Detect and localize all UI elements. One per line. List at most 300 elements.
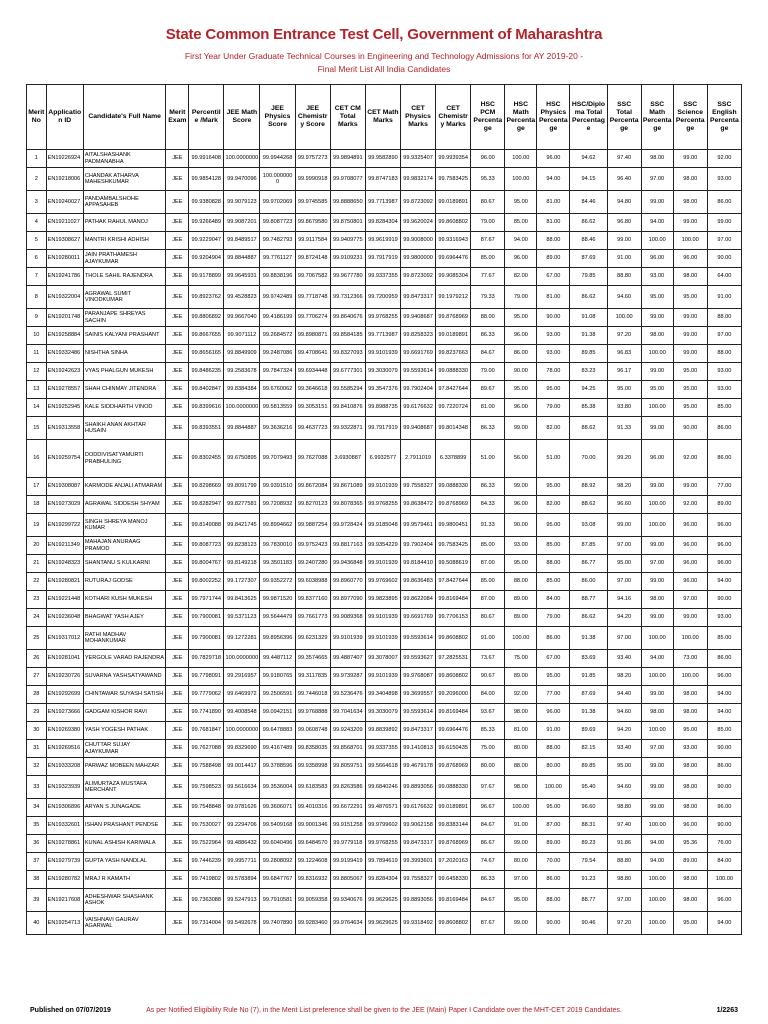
table-cell: 99.00 <box>641 776 673 799</box>
table-cell: 90.00 <box>707 776 741 799</box>
table-row <box>27 514 742 537</box>
table-cell: 95.00 <box>537 514 570 537</box>
table-cell: 95.00 <box>607 381 641 399</box>
application-id: EN19258884 <box>46 327 83 345</box>
table-cell: 89.00 <box>505 668 537 686</box>
table-cell: JEE <box>166 191 189 214</box>
table-cell: 99.7718748 <box>295 286 330 309</box>
table-cell: 92.00 <box>673 440 707 478</box>
table-cell: 99.7208932 <box>260 496 295 514</box>
table-cell: 39 <box>27 889 47 912</box>
table-cell: 99.0189891 <box>436 191 471 214</box>
table-cell: 99.8078365 <box>330 496 365 514</box>
application-id: EN19322004 <box>46 286 83 309</box>
table-cell: JEE <box>166 776 189 799</box>
table-cell: 88.62 <box>570 496 607 514</box>
table-cell: 95.00 <box>673 286 707 309</box>
candidate-name: SHAH CHINMAY JITENDRA <box>83 381 166 399</box>
table-cell: 90.00 <box>537 309 570 327</box>
table-cell: 99.6458330 <box>436 871 471 889</box>
table-cell: 79.85 <box>570 268 607 286</box>
table-cell: 99.00 <box>607 514 641 537</box>
table-cell: 84.46 <box>570 191 607 214</box>
table-cell: 20 <box>27 537 47 555</box>
table-cell: 99.9620024 <box>400 214 435 232</box>
table-cell: 99.8402847 <box>189 381 224 399</box>
table-cell: 85.33 <box>471 722 505 740</box>
table-cell: 99.9757273 <box>295 150 330 168</box>
table-cell: 99.9871520 <box>260 591 295 609</box>
table-cell: 89.00 <box>505 591 537 609</box>
table-cell: 99.8473317 <box>400 835 435 853</box>
table-cell: 97.00 <box>641 168 673 191</box>
table-cell: 82.00 <box>505 268 537 286</box>
table-cell: 99.8888650 <box>330 191 365 214</box>
table-cell: 86.00 <box>537 627 570 650</box>
table-cell: 88.77 <box>570 889 607 912</box>
table-cell: 99.9764634 <box>330 912 365 935</box>
table-cell: 100.00 <box>505 627 537 650</box>
table-cell: 99.8956396 <box>260 627 295 650</box>
table-cell: 93.00 <box>707 363 741 381</box>
table-cell: 97.00 <box>707 232 741 250</box>
table-cell: 88.62 <box>570 417 607 440</box>
table-cell: 94.40 <box>607 686 641 704</box>
table-cell: 85.00 <box>707 399 741 417</box>
table-cell: 64.00 <box>707 268 741 286</box>
table-cell: 94.62 <box>570 150 607 168</box>
table-cell: 100.00 <box>641 232 673 250</box>
table-cell: 99.6964476 <box>436 722 471 740</box>
table-cell: 36 <box>27 835 47 853</box>
table-cell: 100.00 <box>673 627 707 650</box>
table-cell: 94.16 <box>607 591 641 609</box>
table-cell: 98.00 <box>673 268 707 286</box>
table-cell: 96.00 <box>673 555 707 573</box>
table-cell: 99.8608802 <box>436 214 471 232</box>
table-cell: 98.00 <box>673 799 707 817</box>
column-header: JEE Math Score <box>224 85 260 150</box>
table-cell: 99.2294706 <box>224 817 260 835</box>
table-cell: 99.6176632 <box>400 799 435 817</box>
candidate-name: PATHAK RAHUL MANOJ <box>83 214 166 232</box>
table-row <box>27 555 742 573</box>
candidate-name: YERGOLE VARAD RAJENDRA <box>83 650 166 668</box>
candidate-name: MAHAJAN ANURAAG PRAMOD <box>83 537 166 555</box>
table-cell: 94.00 <box>537 168 570 191</box>
table-cell: 99.8004767 <box>189 555 224 573</box>
table-cell: 77.00 <box>537 686 570 704</box>
table-cell: 97.00 <box>607 537 641 555</box>
table-cell: 95.00 <box>505 889 537 912</box>
table-cell: 88.00 <box>537 555 570 573</box>
table-cell: 99.8849909 <box>224 345 260 363</box>
table-cell: 98.80 <box>607 799 641 817</box>
table-cell: 100.00 <box>537 776 570 799</box>
table-row <box>27 478 742 496</box>
table-cell: 100.00 <box>641 496 673 514</box>
table-cell: 99.8608802 <box>436 912 471 935</box>
table-cell: 91.23 <box>570 871 607 889</box>
candidate-name: MRAJ R KAMATH <box>83 871 166 889</box>
candidate-name: AGRAWAL SIDDESH SHYAM <box>83 496 166 514</box>
table-row <box>27 871 742 889</box>
table-cell: JEE <box>166 704 189 722</box>
table-cell: 99.8608802 <box>436 627 471 650</box>
table-cell: 99.4679178 <box>400 758 435 776</box>
application-id: EN19317012 <box>46 627 83 650</box>
table-cell: 73.67 <box>471 650 505 668</box>
table-cell: 99.8169484 <box>436 889 471 912</box>
application-id: EN19332486 <box>46 345 83 363</box>
candidate-name: PARWAZ MOBEEN MAHZAR <box>83 758 166 776</box>
table-cell: 84.67 <box>471 345 505 363</box>
table-cell: JEE <box>166 268 189 286</box>
candidate-name: SHAIKH ANAN AKHTAR HUSAIN <box>83 417 166 440</box>
table-cell: 94.00 <box>641 835 673 853</box>
table-cell: 86.00 <box>707 758 741 776</box>
table-cell: 91.38 <box>570 627 607 650</box>
table-cell: 99.8329690 <box>224 740 260 758</box>
table-row <box>27 191 742 214</box>
candidate-name: SHANTANU S KULKARNI <box>83 555 166 573</box>
table-cell: 99.8960770 <box>330 573 365 591</box>
table-cell: 88.00 <box>707 345 741 363</box>
table-cell: 99.9178899 <box>189 268 224 286</box>
table-cell: 98.00 <box>673 758 707 776</box>
table-cell: 95.00 <box>673 363 707 381</box>
application-id: EN19306896 <box>46 799 83 817</box>
table-cell: 99.9101939 <box>365 555 400 573</box>
table-cell: 88.77 <box>570 591 607 609</box>
table-cell: JEE <box>166 627 189 650</box>
table-row <box>27 232 742 250</box>
table-cell: 99.6176632 <box>400 399 435 417</box>
column-header: CET Math Marks <box>365 85 400 150</box>
table-row <box>27 889 742 912</box>
table-cell: 99.9151258 <box>330 817 365 835</box>
table-cell: 91.38 <box>570 704 607 722</box>
table-cell: 99.7661773 <box>295 609 330 627</box>
column-header: CET Chemistry Marks <box>436 85 471 150</box>
table-cell: 99.6469972 <box>224 686 260 704</box>
table-cell: JEE <box>166 835 189 853</box>
table-cell: 99.9728424 <box>330 514 365 537</box>
table-cell: 99.7902404 <box>400 537 435 555</box>
table-cell: 99.9579461 <box>400 514 435 537</box>
table-cell: 95.00 <box>641 286 673 309</box>
table-cell: 88.00 <box>537 889 570 912</box>
table-cell: 100.0000000 <box>260 168 295 191</box>
table-cell: 96.00 <box>505 327 537 345</box>
table-cell: 99.5644479 <box>260 609 295 627</box>
table-cell: 13 <box>27 381 47 399</box>
candidate-name: VYAS PHALGUN MUKESH <box>83 363 166 381</box>
table-row <box>27 268 742 286</box>
table-cell: 99.7407890 <box>260 912 295 935</box>
table-cell: 99.8667655 <box>189 327 224 345</box>
table-cell: 99.00 <box>641 758 673 776</box>
table-row <box>27 609 742 627</box>
table-cell: 99.3053151 <box>295 399 330 417</box>
candidate-name: PARANJAPE SHREYAS SACHIN <box>83 309 166 327</box>
table-cell: JEE <box>166 417 189 440</box>
table-cell: 89.00 <box>707 496 741 514</box>
table-row <box>27 537 742 555</box>
table-cell: 99.9939354 <box>436 150 471 168</box>
table-cell: 91.38 <box>570 327 607 345</box>
table-cell: 98.00 <box>505 776 537 799</box>
table-cell: 99.8258323 <box>400 327 435 345</box>
table-cell: 30 <box>27 722 47 740</box>
application-id: EN19259754 <box>46 440 83 478</box>
table-cell: 93.00 <box>641 268 673 286</box>
table-cell: 96.00 <box>673 573 707 591</box>
table-cell: 99.9354229 <box>365 537 400 555</box>
table-cell: 90.00 <box>707 250 741 268</box>
table-cell: 56.00 <box>505 440 537 478</box>
table-cell: 99.9823895 <box>365 591 400 609</box>
table-cell: 97.40 <box>607 150 641 168</box>
table-cell: 99.0888330 <box>436 776 471 799</box>
table-cell: 93.67 <box>471 704 505 722</box>
table-cell: 98.00 <box>505 704 537 722</box>
candidate-name: RUTURAJ GODSE <box>83 573 166 591</box>
table-cell: 90.00 <box>707 591 741 609</box>
merit-list-table <box>26 84 742 935</box>
table-cell: 99.9059358 <box>295 889 330 912</box>
table-cell: 38 <box>27 871 47 889</box>
table-cell: 81.00 <box>505 722 537 740</box>
table-cell: 87.67 <box>471 232 505 250</box>
table-cell: 67.00 <box>537 650 570 668</box>
table-cell: 88.00 <box>505 758 537 776</box>
table-cell: 88.80 <box>607 853 641 871</box>
table-row <box>27 627 742 650</box>
table-cell: 99.6847767 <box>260 871 295 889</box>
table-cell: 99.9745585 <box>295 191 330 214</box>
table-cell: 99.7482793 <box>260 232 295 250</box>
table-cell: 86.33 <box>471 417 505 440</box>
table-cell: 99.6760062 <box>260 381 295 399</box>
table-cell: 94.15 <box>570 168 607 191</box>
table-cell: 99.2583678 <box>224 363 260 381</box>
table-cell: 99.5236476 <box>330 686 365 704</box>
table-cell: 91.00 <box>607 250 641 268</box>
table-cell: 99.8410876 <box>330 399 365 417</box>
application-id: EN19201748 <box>46 309 83 327</box>
table-cell: 99.7220724 <box>436 399 471 417</box>
table-cell: 99.9409775 <box>330 232 365 250</box>
application-id: EN19308627 <box>46 232 83 250</box>
table-cell: 70.00 <box>537 853 570 871</box>
table-cell: 99.7041634 <box>330 704 365 722</box>
table-cell: 6.3378899 <box>436 440 471 478</box>
table-cell: 85.00 <box>471 537 505 555</box>
column-header: HSC/Diploma Total Percentage <box>570 85 607 150</box>
table-cell: 95.00 <box>607 758 641 776</box>
application-id: EN19278557 <box>46 381 83 399</box>
application-id: EN19273666 <box>46 704 83 722</box>
application-id: EN19221448 <box>46 591 83 609</box>
table-cell: 99.9266489 <box>189 214 224 232</box>
table-row <box>27 399 742 417</box>
table-cell: 99.9199419 <box>330 853 365 871</box>
table-cell: 87.85 <box>570 537 607 555</box>
table-cell: 97.20 <box>607 327 641 345</box>
table-cell: 51.00 <box>471 440 505 478</box>
table-cell: 99.3404898 <box>365 686 400 704</box>
table-cell: 99.7627088 <box>189 740 224 758</box>
table-cell: 99.9243209 <box>330 722 365 740</box>
table-cell: 99.9109231 <box>330 250 365 268</box>
table-cell: 98.00 <box>673 686 707 704</box>
table-cell: 99.3536004 <box>260 776 295 799</box>
table-cell: 99.6484570 <box>295 835 330 853</box>
table-cell: 86.67 <box>471 835 505 853</box>
table-cell: 99.3646618 <box>295 381 330 399</box>
table-cell: 99.8277581 <box>224 496 260 514</box>
table-cell: JEE <box>166 478 189 496</box>
column-header: SSC English Percentage <box>707 85 741 150</box>
table-cell: 99.1224608 <box>295 853 330 871</box>
table-cell: 99.8087723 <box>189 537 224 555</box>
application-id: EN19236048 <box>46 609 83 627</box>
table-cell: 90.00 <box>505 363 537 381</box>
application-id: EN19211349 <box>46 537 83 555</box>
table-cell: 99.00 <box>607 232 641 250</box>
table-cell: 99.8608802 <box>436 668 471 686</box>
candidate-name: PANDAMBALSHOHE APPASAHEB <box>83 191 166 214</box>
table-cell: 99.8327093 <box>330 345 365 363</box>
table-cell: 86.00 <box>707 440 741 478</box>
table-cell: 86.33 <box>471 871 505 889</box>
candidate-name: KUNAL ASHISH KARIWALA <box>83 835 166 853</box>
table-cell: 80.00 <box>505 740 537 758</box>
table-cell: 34 <box>27 799 47 817</box>
table-cell: 99.9944268 <box>260 150 295 168</box>
table-cell: 98.80 <box>607 871 641 889</box>
column-header: Merit No <box>27 85 47 150</box>
table-cell: 99.6934448 <box>295 363 330 381</box>
table-cell: 85.00 <box>707 627 741 650</box>
table-cell: 99.9800451 <box>436 514 471 537</box>
table-cell: 88.00 <box>537 740 570 758</box>
application-id: EN19299722 <box>46 514 83 537</box>
table-row <box>27 776 742 799</box>
table-cell: 99.8282947 <box>189 496 224 514</box>
table-cell: 99.7847324 <box>260 363 295 381</box>
candidate-name: THOLE SAHIL RAJENDRA <box>83 268 166 286</box>
table-cell: 97.00 <box>707 327 741 345</box>
column-header: SSC Total Percentage <box>607 85 641 150</box>
table-cell: 99.9769602 <box>365 573 400 591</box>
table-cell: 98.00 <box>673 704 707 722</box>
table-cell: 99.0189891 <box>436 799 471 817</box>
table-row <box>27 417 742 440</box>
candidate-name: SAINIS KALYANI PRASHANT <box>83 327 166 345</box>
table-row <box>27 440 742 478</box>
table-cell: 99.8237663 <box>436 345 471 363</box>
table-cell: 99.8399616 <box>189 399 224 417</box>
table-cell: JEE <box>166 537 189 555</box>
table-cell: 99.8169484 <box>436 704 471 722</box>
table-cell: 77.67 <box>471 268 505 286</box>
table-cell: 100.00 <box>505 150 537 168</box>
application-id: EN19252945 <box>46 399 83 417</box>
application-id: EN19240027 <box>46 191 83 214</box>
table-cell: 99.9470096 <box>224 168 260 191</box>
table-cell: 99.5088619 <box>436 555 471 573</box>
table-row <box>27 363 742 381</box>
page-title: State Common Entrance Test Cell, Government of Maharashtra <box>165 26 603 43</box>
table-cell: 96.00 <box>673 514 707 537</box>
candidate-name: CHINTAWAR SUYASH SATISH <box>83 686 166 704</box>
table-cell: 99.8768969 <box>436 835 471 853</box>
candidate-name: ISHAN PRASHANT PENDSE <box>83 817 166 835</box>
table-cell: 89.69 <box>570 722 607 740</box>
table-cell: 99.7894619 <box>365 853 400 871</box>
table-cell: 99.00 <box>673 478 707 496</box>
table-cell: 96.00 <box>505 250 537 268</box>
list-title: Final Merit List All India Candidates <box>317 64 451 74</box>
table-cell: 99.1979212 <box>436 286 471 309</box>
table-cell: 99.9742489 <box>260 286 295 309</box>
table-cell: 82.00 <box>537 496 570 514</box>
table-cell: 98.00 <box>673 168 707 191</box>
table-cell: 32 <box>27 758 47 776</box>
table-cell: 94.00 <box>707 704 741 722</box>
table-cell: 99.8377160 <box>295 591 330 609</box>
table-cell: 10 <box>27 327 47 345</box>
table-cell: 99.8270123 <box>295 496 330 514</box>
table-cell: 99.6478883 <box>260 722 295 740</box>
table-cell: 100.0000000 <box>224 650 260 668</box>
candidate-name: SINGH SHREYA MANOJ KUMAR <box>83 514 166 537</box>
table-cell: 99.00 <box>641 686 673 704</box>
table-cell: 99.9101939 <box>365 478 400 496</box>
table-cell: 99.7446018 <box>295 686 330 704</box>
table-cell: 99.0189891 <box>436 327 471 345</box>
table-row <box>27 591 742 609</box>
table-cell: 95.00 <box>505 381 537 399</box>
table-cell: 99.8087723 <box>260 214 295 232</box>
table-cell: 99.8421745 <box>224 514 260 537</box>
table-cell: 16 <box>27 440 47 478</box>
table-cell: 100.00 <box>505 168 537 191</box>
table-cell: 87.69 <box>570 250 607 268</box>
table-row <box>27 686 742 704</box>
table-cell: 99.9854128 <box>189 168 224 191</box>
table-cell: 99.00 <box>505 417 537 440</box>
table-cell: 99.8059751 <box>330 758 365 776</box>
table-cell: 99.3078007 <box>365 650 400 668</box>
table-cell: 99.9001346 <box>295 817 330 835</box>
table-cell: 94.00 <box>707 686 741 704</box>
table-cell: 75.00 <box>471 740 505 758</box>
table-cell: 97.8427644 <box>436 573 471 591</box>
table-cell: 87.67 <box>471 912 505 935</box>
table-row <box>27 668 742 686</box>
table-cell: 100.0000000 <box>224 150 260 168</box>
table-cell: 95.36 <box>673 835 707 853</box>
table-cell: 94.20 <box>607 722 641 740</box>
table-cell: 99.9337355 <box>365 268 400 286</box>
table-cell: 86.00 <box>537 871 570 889</box>
table-cell: 100.00 <box>505 799 537 817</box>
table-cell: 14 <box>27 399 47 417</box>
table-row <box>27 853 742 871</box>
